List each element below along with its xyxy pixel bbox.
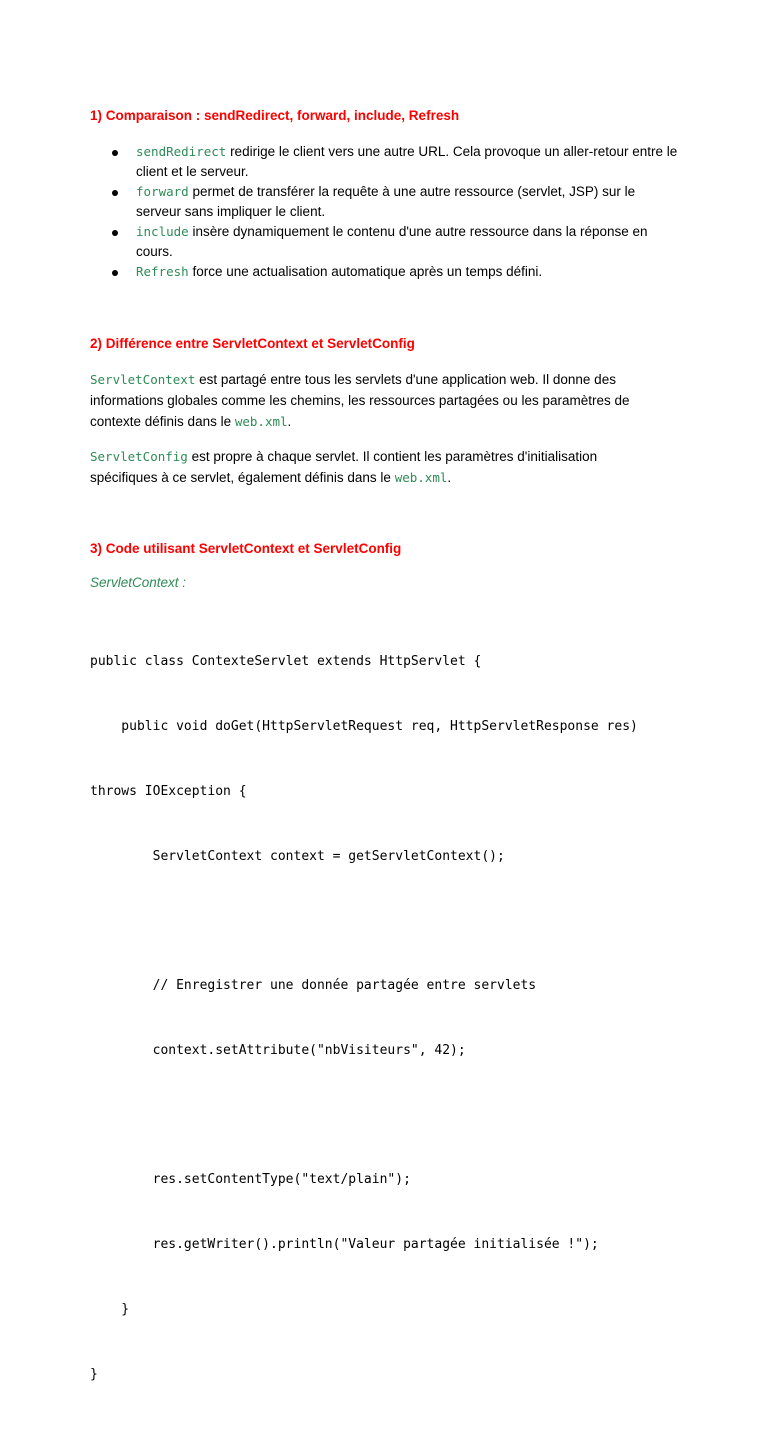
code-line: throws IOException { xyxy=(90,783,247,799)
inline-code: ServletConfig xyxy=(90,449,188,464)
paragraph-text-end: . xyxy=(287,414,292,429)
inline-code: include xyxy=(136,224,189,239)
paragraph-text: est partagé entre tous les servlets d'une application web. Il donne des informations globales comme les chemins, les ressources partagées ou les paramètres de contexte définis dans le xyxy=(90,372,630,429)
section3-heading: 3) Code utilisant ServletContext et ServletConfig xyxy=(90,541,402,556)
servletcontext-sublabel: ServletContext : xyxy=(90,575,187,590)
code-line xyxy=(90,1105,690,1127)
code-line: context.setAttribute("nbVisiteurs", 42); xyxy=(90,1042,466,1058)
inline-code: web.xml xyxy=(234,414,288,429)
list-item xyxy=(90,222,680,262)
servletcontext-paragraph xyxy=(90,369,650,432)
code-line: } xyxy=(90,1302,130,1317)
code-line xyxy=(90,910,690,932)
code-line: ServletContext context = getServletContext(); xyxy=(90,848,505,864)
list-item-text: redirige le client vers une autre URL. Cela provoque un aller-retour entre le client et le serveur. xyxy=(136,144,678,179)
inline-code: sendRedirect xyxy=(136,144,227,159)
bullet-icon xyxy=(112,230,118,236)
code-line: res.getWriter().println("Valeur partagée initialisée !"); xyxy=(90,1237,599,1253)
section1-heading: 1) Comparaison : sendRedirect, forward, include, Refresh xyxy=(90,108,460,123)
inline-code: forward xyxy=(136,184,189,199)
code-line: } xyxy=(90,1366,98,1382)
list-item xyxy=(90,182,680,222)
section2-heading: 2) Différence entre ServletContext et ServletConfig xyxy=(90,336,415,351)
code-line: // Enregistrer une donnée partagée entre servlets xyxy=(90,978,537,994)
comparison-list xyxy=(90,142,680,282)
list-item xyxy=(90,262,680,282)
code-block xyxy=(90,608,690,1429)
code-line: public class ContexteServlet extends HttpServlet { xyxy=(90,654,482,670)
inline-code: Refresh xyxy=(136,264,189,279)
inline-code: web.xml xyxy=(394,470,448,485)
servletconfig-paragraph xyxy=(90,446,650,488)
paragraph-text-end: . xyxy=(447,470,452,485)
paragraph-text: est propre à chaque servlet. Il contient les paramètres d'initialisation spécifiques à ce servlet, également définis dans le xyxy=(90,449,598,485)
code-line: public void doGet(HttpServletRequest req, HttpServletResponse res) xyxy=(90,718,638,734)
bullet-icon xyxy=(112,150,118,156)
bullet-icon xyxy=(112,270,118,276)
list-item-text: permet de transférer la requête à une autre ressource (servlet, JSP) sur le serveur sans impliquer le client. xyxy=(136,184,636,219)
code-line: res.setContentType("text/plain"); xyxy=(90,1172,411,1188)
list-item xyxy=(90,142,680,182)
list-item-text: force une actualisation automatique après un temps défini. xyxy=(188,264,543,279)
bullet-icon xyxy=(112,190,118,196)
list-item-text: insère dynamiquement le contenu d'une autre ressource dans la réponse en cours. xyxy=(136,224,648,259)
inline-code: ServletContext xyxy=(90,372,196,387)
